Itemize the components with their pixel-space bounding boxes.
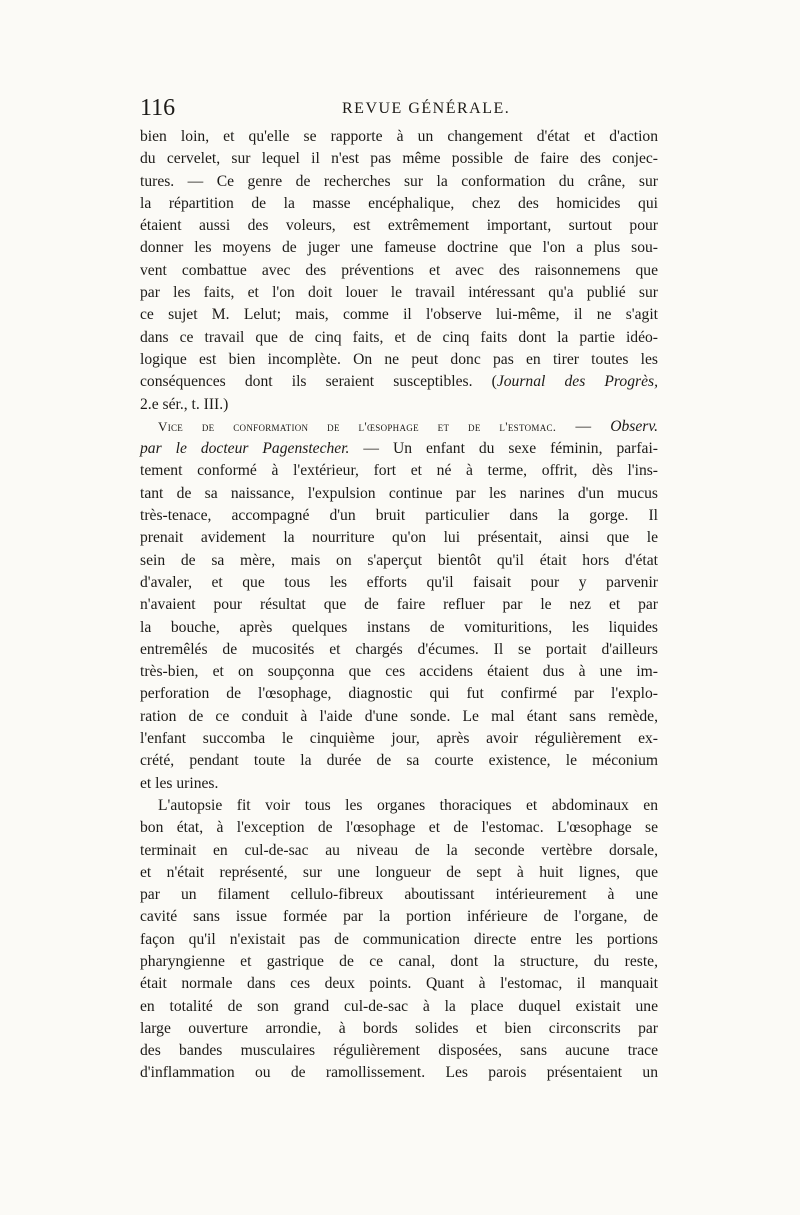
text-line: ration de ce conduit à l'aide d'une sonde. Le mal étant sans remède,	[140, 707, 658, 725]
text-line: tement conformé à l'extérieur, fort et né à terme, offrit, dès l'ins-	[140, 462, 658, 480]
text-line: étaient aussi des voleurs, est extrêmement important, surtout pour	[140, 217, 658, 235]
text-line: dans ce travail que de cinq faits, et de cinq faits dont la partie idéo-	[140, 328, 658, 346]
page-body	[140, 126, 658, 1085]
section-heading-line	[140, 416, 658, 438]
text-line: et n'était représenté, sur une longueur de sept à huit lignes, que	[140, 863, 658, 881]
text-line: très-tenace, accompagné d'un bruit particulier dans la gorge. Il	[140, 507, 658, 525]
text-line: bon état, à l'exception de l'œsophage et de l'estomac. L'œsophage se	[140, 819, 658, 837]
heading-dash: —	[556, 417, 611, 435]
text-line: des bandes musculaires régulièrement disposées, sans aucune trace	[140, 1042, 658, 1060]
page-number: 116	[140, 95, 176, 121]
author-credit: par le docteur Pagenstecher.	[140, 440, 350, 458]
text-line: bien loin, et qu'elle se rapporte à un changement d'état et d'action	[140, 128, 658, 145]
text-line: large ouverture arrondie, à bords solides et bien circonscrits par	[140, 1019, 658, 1037]
text-line: façon qu'il n'existait pas de communication directe entre les portions	[140, 930, 658, 948]
text-line: en totalité de son grand cul-de-sac à la place duquel existait une	[140, 997, 658, 1015]
author-line	[140, 438, 658, 460]
text-line: d'inflammation ou de ramollissement. Les parois présentaient un	[140, 1064, 658, 1082]
text-line: prenait avidement la nourriture qu'on lui présentait, ainsi que le	[140, 529, 658, 547]
text-line: entremêlés de mucosités et chargés d'écumes. Il se portait d'ailleurs	[140, 640, 658, 658]
text-line: tures. — Ce genre de recherches sur la conformation du crâne, sur	[140, 172, 658, 190]
text-line: L'autopsie fit voir tous les organes thoraciques et abdominaux en	[158, 796, 658, 814]
running-head: REVUE GÉNÉRALE.	[342, 100, 511, 117]
paragraph-1	[140, 126, 658, 416]
text-line: et les urines.	[140, 774, 219, 792]
text-line: vent combattue avec des préventions et avec des raisonnemens que	[140, 261, 658, 279]
text-fragment: — Un enfant du sexe féminin, parfai-	[349, 440, 658, 458]
text-line: sein de sa mère, mais on s'aperçut bientôt qu'il était hors d'état	[140, 551, 658, 569]
text-line-with-citation	[140, 371, 658, 393]
text-line: n'avaient pour résultat que de faire refluer par le nez et par	[140, 596, 658, 614]
section-heading: Vice de conformation de l'œsophage et de l'estomac.	[158, 418, 557, 434]
journal-citation: Journal des Progrès,	[496, 373, 658, 391]
text-line: crété, pendant toute la durée de sa courte existence, le méconium	[140, 752, 658, 770]
text-line: l'enfant succomba le cinquième jour, après avoir régulièrement ex-	[140, 730, 658, 748]
text-line: était normale dans ces deux points. Quant à l'estomac, il manquait	[140, 975, 658, 993]
text-line: logique est bien incomplète. On ne peut donc pas en tirer toutes les	[140, 350, 658, 368]
text-line: la répartition de la masse encéphalique, chez des homicides qui	[140, 194, 658, 212]
observation-label: Observ.	[610, 417, 658, 435]
page-header	[140, 96, 660, 120]
text-line: cavité sans issue formée par la portion inférieure de l'organe, de	[140, 908, 658, 926]
text-line: par un filament cellulo-fibreux aboutissant intérieurement à une	[140, 886, 658, 904]
text-line: ce sujet M. Lelut; mais, comme il l'observe lui-même, il ne s'agit	[140, 306, 658, 324]
text-line: par les faits, et l'on doit louer le travail intéressant qu'a publié sur	[140, 284, 658, 302]
text-line: terminait en cul-de-sac au niveau de la seconde vertèbre dorsale,	[140, 841, 658, 859]
text-line: donner les moyens de juger une fameuse doctrine que l'on a plus sou-	[140, 239, 658, 257]
text-line: du cervelet, sur lequel il n'est pas même possible de faire des conjec-	[140, 150, 658, 168]
text-line: tant de sa naissance, l'expulsion continue par les narines d'un mucus	[140, 484, 658, 502]
text-line: très-bien, et on soupçonna que ces accidens étaient dus à une im-	[140, 663, 658, 681]
text-line: pharyngienne et gastrique de ce canal, dont la structure, du reste,	[140, 952, 658, 970]
text-line: d'avaler, et que tous les efforts qu'il faisait pour y parvenir	[140, 573, 658, 591]
text-fragment: conséquences dont ils seraient susceptibles. (	[140, 373, 497, 391]
text-line: perforation de l'œsophage, diagnostic qui fut confirmé par l'explo-	[140, 685, 658, 703]
paragraph-3	[140, 795, 658, 1085]
text-line: 2.e sér., t. III.)	[140, 395, 229, 413]
paragraph-2	[140, 416, 658, 795]
text-line: la bouche, après quelques instans de vomituritions, les liquides	[140, 618, 658, 636]
